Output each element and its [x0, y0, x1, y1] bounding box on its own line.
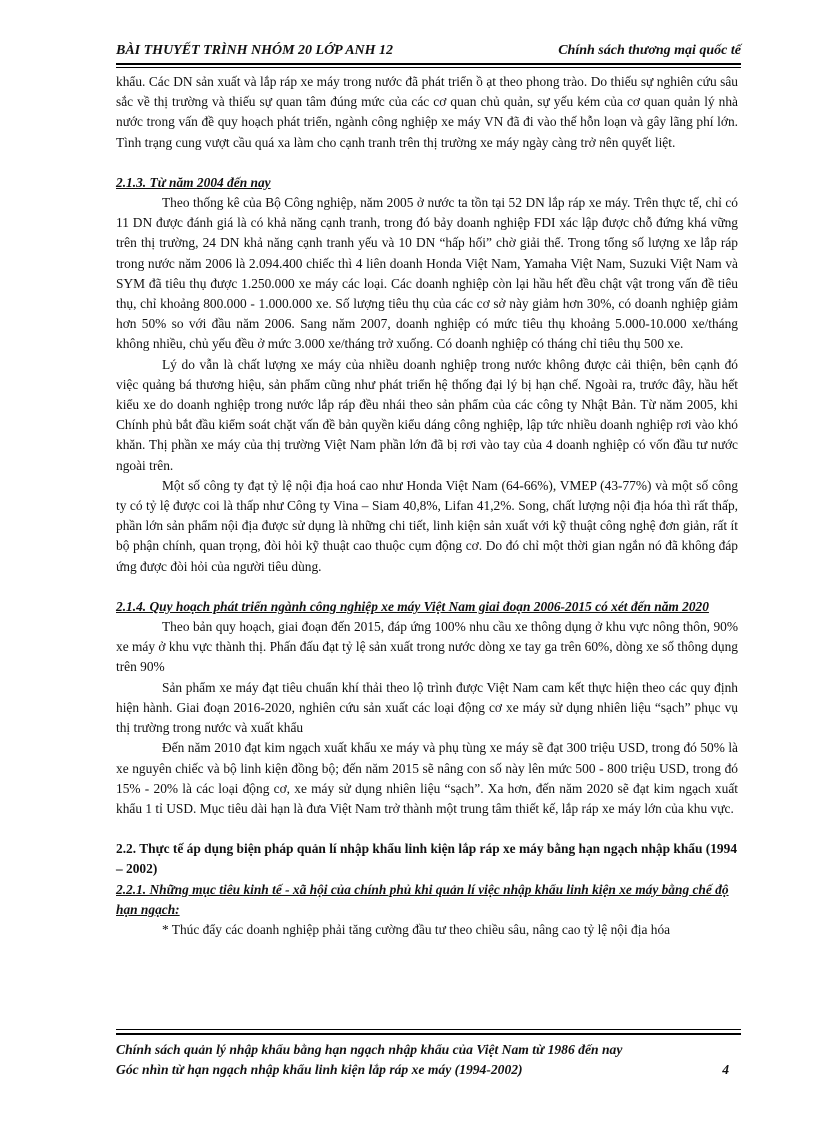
paragraph-2-1-3-localization: Một số công ty đạt tỷ lệ nội địa hoá cao như Honda Việt Nam (64-66%), VMEP (43-77%) và một số công ty có tỷ lệ được coi là thấp như Công ty Vina – Siam 40,8%, Lifan 41,2%. Song, chất lượng nội địa hóa thì rất thấp, phần lớn sản phẩm nội địa được sử dụng là những chi tiết, linh kiện sản xuất với kỹ thuật công nghệ đơn giản, rất ít bộ phận chính, quan trọng, đòi hỏi kỹ thuật cao thuộc cụm động cơ. Do đó chỉ một thời gian ngắn nó đã không đáp ứng được đòi hỏi của người tiêu dùng. [116, 477, 738, 574]
footer-rule-thick [116, 1033, 741, 1035]
paragraph-2-1-4-emissions: Sản phẩm xe máy đạt tiêu chuẩn khí thải theo lộ trình được Việt Nam cam kết thực hiện theo các quy định hiện hành. Giai đoạn 2016-2020, nghiên cứu sản xuất các loại động cơ xe máy sử dụng nhiên liệu “sạch” phục vụ thị trường trong nước và xuất khẩu [116, 679, 738, 736]
section-heading-2-2: 2.2. Thực tế áp dụng biện pháp quản lí nhập khẩu linh kiện lắp ráp xe máy bằng hạn ngạch nhập khẩu (1994 – 2002) [116, 841, 738, 877]
paragraph-2-1-4-plan: Theo bản quy hoạch, giai đoạn đến 2015, đáp ứng 100% nhu cầu xe thông dụng ở khu vực nông thôn, 90% xe máy ở khu vực thành thị. Phấn đấu đạt tỷ lệ sản xuất trong nước dòng xe tay ga trên 60%, dòng xe số thông dụng trên 90% [116, 619, 738, 675]
intro-paragraph: khẩu. Các DN sản xuất và lắp ráp xe máy trong nước đã phát triển ồ ạt theo phong trào. Do thiếu sự nghiên cứu sâu sắc về thị trường và thiếu sự quan tâm đúng mức của các cơ quan chủ quản, sự yếu kém của cơ quan quản lý nhà nước trong vấn đề quy hoạch phát triển, ngành công nghiệp xe máy VN đã đi vào thế hỗn loạn và gây lãng phí lớn. Tình trạng cung vượt cầu quá xa làm cho cạnh tranh trên thị trường xe máy ngày càng trở nên quyết liệt. [116, 74, 738, 150]
footer-rule-thin [116, 1029, 741, 1030]
header-title: BÀI THUYẾT TRÌNH NHÓM 20 LỚP ANH 12 [116, 43, 394, 58]
footer-title-line-2: Góc nhìn từ hạn ngạch nhập khẩu linh kiện lắp ráp xe máy (1994-2002) [116, 1062, 523, 1077]
section-heading-2-1-3: 2.1.3. Từ năm 2004 đến nay [116, 174, 271, 190]
section-heading-2-2-1: 2.2.1. Những mục tiêu kinh tế - xã hội của chính phủ khi quản lí việc nhập khẩu linh kiện xe máy bằng chế độ hạn ngạch: [116, 881, 729, 917]
page-footer [116, 1040, 741, 1080]
paragraph-2-2-1-bullet: * Thúc đẩy các doanh nghiệp phải tăng cường đầu tư theo chiều sâu, nâng cao tỷ lệ nội địa hóa [162, 921, 671, 937]
header-subject: Chính sách thương mại quốc tế [558, 43, 741, 58]
section-heading-2-1-4: 2.1.4. Quy hoạch phát triển ngành công nghiệp xe máy Việt Nam giai đoạn 2006-2015 có xét đến năm 2020 [116, 598, 709, 614]
paragraph-2-1-4-export: Đến năm 2010 đạt kim ngạch xuất khẩu xe máy và phụ tùng xe máy sẽ đạt 300 triệu USD, trong đó 50% là xe nguyên chiếc và bộ linh kiện đồng bộ; đến năm 2015 sẽ nâng con số này lên mức 500 - 800 triệu USD, trong đó 15% - 20% là các loại động cơ, xe máy sử dụng nhiên liệu “sạch”. Xa hơn, đến năm 2020 sẽ đạt kim ngạch xuất khẩu 1 tỉ USD. Mục tiêu dài hạn là đưa Việt Nam trở thành một trung tâm thiết kế, lắp ráp xe máy lớn của khu vực. [116, 740, 738, 816]
header-rule-thin [116, 67, 741, 68]
paragraph-2-1-3-statistics: Theo thống kê của Bộ Công nghiệp, năm 2005 ở nước ta tồn tại 52 DN lắp ráp xe máy. Trên thực tế, chỉ có 11 DN được đánh giá là có khả năng cạnh tranh, trong đó bảy doanh nghiệp FDI xác lập được chỗ đứng khá vững trên thị trường, 24 DN khả năng cạnh tranh yếu và 10 DN “hấp hối” chờ giải thể. Trong tổng số lượng xe lắp ráp trong nước năm 2006 là 2.094.400 chiếc thì 4 liên doanh Honda Việt Nam, Yamaha Việt Nam, Suzuki Việt Nam và SYM đã tiêu thụ được 1.250.000 xe máy các loại. Các doanh nghiệp còn lại hầu hết đều chật vật trong vấn đề tiêu thụ, chỉ khoảng 800.000 - 1.000.000 xe. Số lượng tiêu thụ của các cơ sở này giảm hơn 30%, có doanh nghiệp giảm hơn 50% so với đầu năm 2006. Sang năm 2007, doanh nghiệp có mức tiêu thụ khoảng 5.000-10.000 xe/tháng không nhiều, chủ yếu đều ở mức 3.000 xe/tháng trở xuống. Có doanh nghiệp có tháng chỉ tiêu thụ 500 xe. [116, 195, 738, 352]
header-rule-thick [116, 63, 741, 65]
footer-title-line-1: Chính sách quản lý nhập khẩu bằng hạn ngạch nhập khẩu của Việt Nam từ 1986 đến nay [116, 1042, 623, 1057]
page-number: 4 [722, 1062, 729, 1077]
document-body [116, 72, 738, 940]
page-header [116, 41, 741, 61]
paragraph-2-1-3-reasons: Lý do vẫn là chất lượng xe máy của nhiều doanh nghiệp trong nước không được cải thiện, bên cạnh đó việc quảng bá thương hiệu, sản phẩm cũng như phát triển hệ thống đại lý bị hạn chế. Ngoài ra, trước đây, hầu hết kiểu xe do doanh nghiệp trong nước lắp ráp đều nhái theo sản phẩm của các công ty Nhật Bản. Từ năm 2005, khi Chính phủ bắt đầu kiểm soát chặt vấn đề bản quyền kiểu dáng công nghiệp, lập tức nhiều doanh nghiệp rơi vào khó khăn. Thị phần xe máy của thị trường Việt Nam phần lớn đã bị rơi vào tay của 4 doanh nghiệp có vốn đầu tư nước ngoài trên. [116, 356, 738, 473]
